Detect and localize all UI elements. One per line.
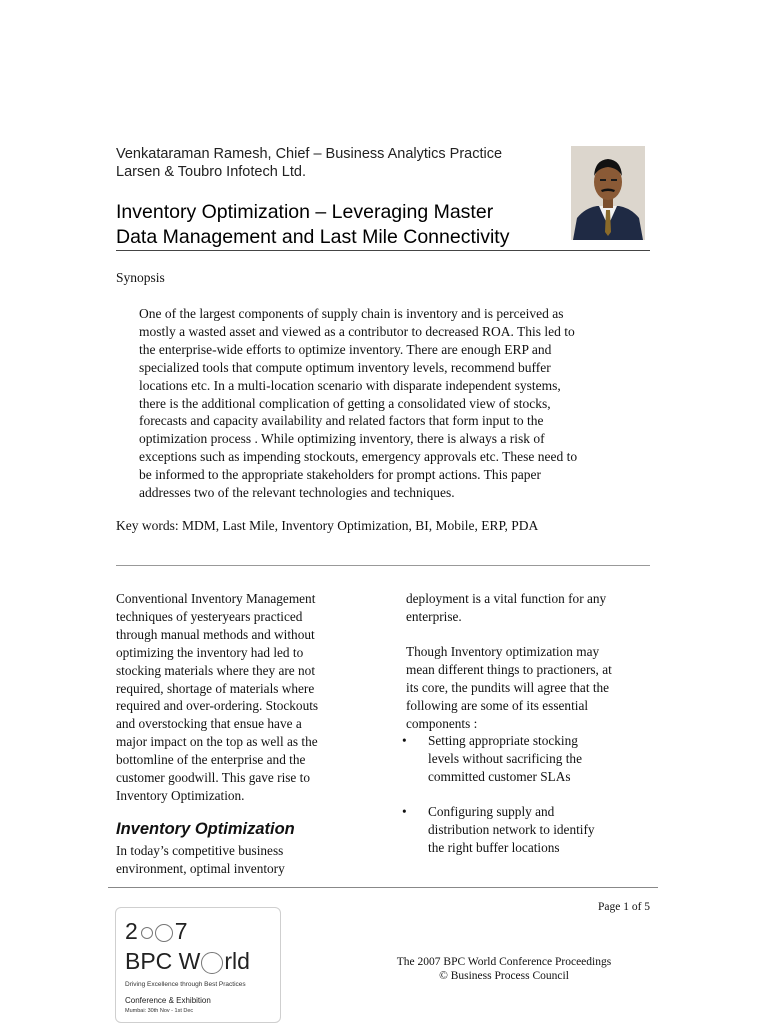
bullet-line: committed customer SLAs [428,768,571,784]
body-line: components : [406,715,478,731]
body-line: Inventory Optimization. [116,787,245,803]
body-line: major impact on the top as well as the [116,734,318,750]
synopsis-line: optimization process . While optimizing inventory, there is always a risk of [139,431,545,447]
body-line: mean different things to practioners, at [406,661,612,677]
logo-year: 2 7 [125,918,189,944]
body-line: optimizing the inventory had led to [116,644,304,660]
body-line: deployment is a vital function for any [406,591,607,606]
title-line-2: Data Management and Last Mile Connectivity [116,226,510,248]
author-portrait-image [571,146,645,240]
synopsis-line: be informed to the appropriate stakeholders for prompt actions. This paper [139,467,542,483]
body-line: techniques of yesteryears practiced [116,608,303,624]
body-line: enterprise. [406,608,462,624]
bullet-icon: • [402,733,407,748]
synopsis-line: addresses two of the relevant technologies and techniques. [139,485,455,501]
logo-dates: Mumbai: 30th Nov - 1st Dec [125,1008,194,1014]
body-line: environment, optimal inventory [116,860,285,876]
body-line: bottomline of the enterprise and the [116,752,306,768]
right-column-paragraph [406,643,656,733]
body-line: Conventional Inventory Management [116,591,316,606]
body-line: required, shortage of materials where [116,680,315,696]
proceedings-line-1: The 2007 BPC World Conference Proceedings [396,956,612,968]
author-line-1: Venkataraman Ramesh, Chief – Business Analytics Practice [116,146,503,162]
right-column-intro [406,590,656,626]
bullet-line: distribution network to identify [428,821,595,837]
title-line-1: Inventory Optimization – Leveraging Master [116,201,494,223]
bullet-line: levels without sacrificing the [428,750,582,766]
page-number: Page 1 of 5 [598,901,651,913]
title-divider [116,250,650,251]
proceedings-line-2: © Business Process Council [439,969,569,982]
bullet-item [402,803,653,857]
left-column-section-text [116,842,366,878]
synopsis-text [139,305,649,502]
body-line: Though Inventory optimization may [406,644,600,659]
footer-divider [108,887,658,888]
logo-wordmark: BPC W rld [125,948,250,974]
synopsis-label: Synopsis [116,270,165,285]
bullet-line: the right buffer locations [428,839,560,855]
body-line: customer goodwill. This gave rise to [116,770,311,786]
bullet-line: Configuring supply and [428,804,555,819]
synopsis-line: mostly a wasted asset and viewed as a contributor to decreased ROA. This led to [139,323,575,339]
keywords-divider [116,565,650,566]
synopsis-line: specialized tools that compute optimum inventory levels, recommend buffer [139,359,551,375]
left-column-text [116,590,366,805]
body-line: and overstocking that ensue have a [116,716,302,732]
bullet-item [402,732,653,786]
synopsis-line: forecasts and capacity availability and related factors that form input to the [139,413,544,429]
logo-conference: Conference & Exhibition [125,996,211,1005]
synopsis-line: One of the largest components of supply chain is inventory and is perceived as [139,306,564,321]
bpc-world-logo [115,907,281,1023]
paper-title [116,200,509,250]
logo-tagline: Driving Excellence through Best Practices [125,981,246,988]
keywords: Key words: MDM, Last Mile, Inventory Optimization, BI, Mobile, ERP, PDA [116,518,539,533]
synopsis-line: the enterprise-wide efforts to optimize inventory. There are enough ERP and [139,341,552,357]
body-line: In today’s competitive business [116,843,284,858]
body-line: its core, the pundits will agree that the [406,679,610,695]
ring-icon [155,924,173,942]
bullet-icon: • [402,804,407,819]
synopsis-line: there is the additional complication of getting a consolidated view of stocks, [139,395,551,411]
footer-proceedings [380,956,628,983]
bullet-line: Setting appropriate stocking [428,733,578,748]
globe-ring-icon [201,952,223,974]
body-line: following are some of its essential [406,697,589,713]
body-line: required and over-ordering. Stockouts [116,698,319,714]
author-block [116,146,502,181]
synopsis-line: exceptions such as impending stockouts, emergency approvals etc. These need to [139,449,578,465]
body-line: stocking materials where they are not [116,662,316,678]
section-heading: Inventory Optimization [116,820,295,838]
author-line-2: Larsen & Toubro Infotech Ltd. [116,163,306,180]
small-ring-icon [141,927,153,939]
author-photo [571,146,645,240]
synopsis-line: locations etc. In a multi-location scenario with disparate independent systems, [139,377,561,393]
body-line: through manual methods and without [116,626,315,642]
